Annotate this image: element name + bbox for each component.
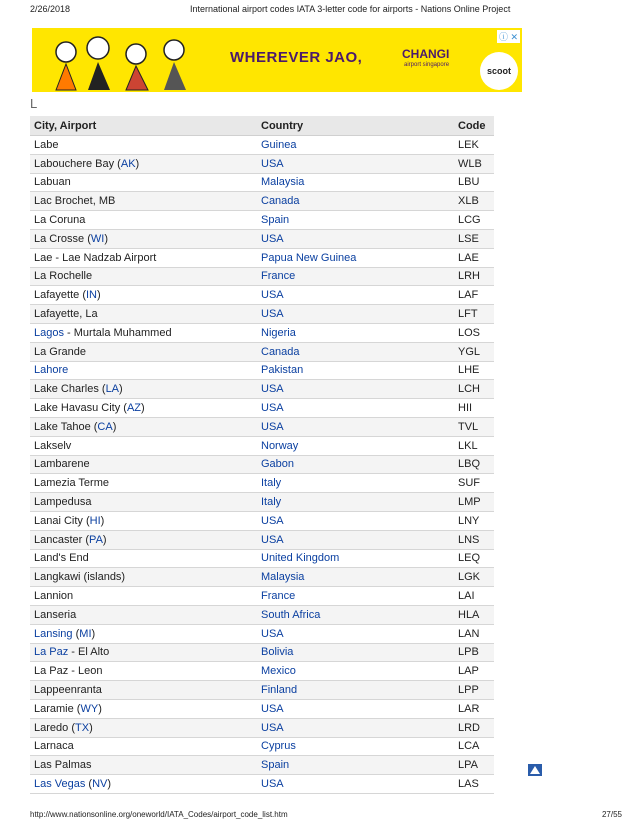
country-link[interactable]: South Africa xyxy=(261,608,321,621)
header-city: City, Airport xyxy=(30,116,257,136)
city-cell: Lake Havasu City (AZ) xyxy=(30,399,257,418)
country-link[interactable]: United Kingdom xyxy=(261,552,340,565)
code-cell: LAS xyxy=(454,775,494,794)
state-link[interactable]: WI xyxy=(90,232,105,245)
header-country: Country xyxy=(257,116,454,136)
country-link[interactable]: Nigeria xyxy=(261,326,296,339)
city-cell: Lanai City (HI) xyxy=(30,511,257,530)
country-cell xyxy=(257,399,454,418)
table-row xyxy=(30,173,494,192)
country-cell xyxy=(257,323,454,342)
city-name: Lancaster xyxy=(34,533,83,546)
city-cell xyxy=(30,455,257,474)
table-row xyxy=(30,417,494,436)
country-cell xyxy=(257,248,454,267)
code-cell: LKL xyxy=(454,436,494,455)
table-row xyxy=(30,718,494,737)
country-cell xyxy=(257,511,454,530)
city-name: Las Palmas xyxy=(34,759,92,772)
city-name: Labuan xyxy=(34,176,71,189)
country-cell xyxy=(257,380,454,399)
code-cell: LNY xyxy=(454,511,494,530)
city-cell: Las Vegas (NV) xyxy=(30,775,257,794)
city-cell: Lake Charles (LA) xyxy=(30,380,257,399)
country-link[interactable]: Canada xyxy=(261,195,300,208)
country-link[interactable]: Norway xyxy=(261,439,299,452)
print-date: 2/26/2018 xyxy=(30,4,71,14)
state-link[interactable]: MI xyxy=(79,627,92,640)
country-cell xyxy=(257,756,454,775)
city-name: La Coruna xyxy=(34,214,86,227)
city-cell: Lake Tahoe (CA) xyxy=(30,417,257,436)
city-name: Lafayette xyxy=(34,289,80,302)
code-cell: LAI xyxy=(454,587,494,606)
changi-logo: CHANGI xyxy=(402,47,450,61)
city-cell xyxy=(30,361,257,380)
city-name: Lampedusa xyxy=(34,496,92,509)
table-row xyxy=(30,605,494,624)
city-name: Lakselv xyxy=(34,439,72,452)
code-cell: HLA xyxy=(454,605,494,624)
country-cell xyxy=(257,587,454,606)
city-cell xyxy=(30,605,257,624)
country-cell xyxy=(257,624,454,643)
city-name: Lamezia Terme xyxy=(34,477,109,490)
city-name: Labe xyxy=(34,138,59,151)
country-link[interactable]: USA xyxy=(261,383,284,396)
table-row xyxy=(30,530,494,549)
code-cell: LPA xyxy=(454,756,494,775)
country-link[interactable]: Italy xyxy=(261,477,282,490)
city-name: La Grande xyxy=(34,345,86,358)
state-link[interactable]: LA xyxy=(105,383,120,396)
table-row xyxy=(30,624,494,643)
ad-banner[interactable] xyxy=(32,28,522,92)
country-cell xyxy=(257,229,454,248)
table-row xyxy=(30,737,494,756)
country-cell xyxy=(257,305,454,324)
table-row xyxy=(30,361,494,380)
country-link[interactable]: USA xyxy=(261,402,284,415)
code-cell: LCA xyxy=(454,737,494,756)
code-cell: LAN xyxy=(454,624,494,643)
state-link[interactable]: HI xyxy=(89,514,101,527)
city-cell xyxy=(30,568,257,587)
table-row xyxy=(30,323,494,342)
country-cell xyxy=(257,192,454,211)
table-row xyxy=(30,643,494,662)
city-cell: Labouchere Bay (AK) xyxy=(30,154,257,173)
city-name: Labouchere Bay xyxy=(34,157,115,170)
country-cell xyxy=(257,267,454,286)
city-cell xyxy=(30,549,257,568)
code-cell: LFT xyxy=(454,305,494,324)
country-link[interactable]: Italy xyxy=(261,496,282,509)
city-cell xyxy=(30,211,257,230)
table-row xyxy=(30,399,494,418)
city-name: Laramie xyxy=(34,702,74,715)
code-cell: LBU xyxy=(454,173,494,192)
print-footer xyxy=(30,810,622,822)
city-name: Lac Brochet, MB xyxy=(34,195,116,208)
country-cell xyxy=(257,474,454,493)
ad-slogan: WHEREVER JAO, xyxy=(230,49,363,66)
city-cell: Lancaster (PA) xyxy=(30,530,257,549)
city-name: Larnaca xyxy=(34,740,74,753)
state-link[interactable]: WY xyxy=(80,702,99,715)
state-link[interactable]: IN xyxy=(86,289,97,302)
city-name: Lafayette, La xyxy=(34,308,98,321)
table-row xyxy=(30,211,494,230)
country-cell xyxy=(257,718,454,737)
code-cell: LSE xyxy=(454,229,494,248)
code-cell: LCH xyxy=(454,380,494,399)
city-name: La Crosse xyxy=(34,232,85,245)
state-link[interactable]: CA xyxy=(97,420,113,433)
code-cell: LPB xyxy=(454,643,494,662)
page-number: 27/55 xyxy=(601,810,622,819)
city-cell xyxy=(30,323,257,342)
country-cell xyxy=(257,737,454,756)
city-cell xyxy=(30,587,257,606)
city-cell: Lansing (MI) xyxy=(30,624,257,643)
code-cell: LAP xyxy=(454,662,494,681)
city-name: Lanai City xyxy=(34,514,83,527)
country-cell xyxy=(257,154,454,173)
table-row xyxy=(30,248,494,267)
country-link[interactable]: USA xyxy=(261,777,284,790)
code-cell: LMP xyxy=(454,493,494,512)
country-link[interactable]: USA xyxy=(261,702,284,715)
city-cell xyxy=(30,643,257,662)
table-row xyxy=(30,436,494,455)
city-cell xyxy=(30,342,257,361)
state-link[interactable]: NV xyxy=(92,777,108,790)
country-link[interactable]: Papua New Guinea xyxy=(261,251,357,264)
city-name: La Paz - Leon xyxy=(34,665,103,678)
state-link[interactable]: AK xyxy=(120,157,136,170)
country-link[interactable]: Gabon xyxy=(261,458,295,471)
changi-subtitle: airport singapore xyxy=(404,62,450,68)
table-row xyxy=(30,154,494,173)
city-name: Laredo xyxy=(34,721,69,734)
country-cell xyxy=(257,643,454,662)
code-cell: LGK xyxy=(454,568,494,587)
table-row xyxy=(30,775,494,794)
city-name[interactable]: La Paz xyxy=(34,646,69,659)
country-link[interactable]: USA xyxy=(261,308,284,321)
country-cell xyxy=(257,173,454,192)
state-link[interactable]: PA xyxy=(89,533,103,546)
code-cell: LAE xyxy=(454,248,494,267)
country-cell xyxy=(257,211,454,230)
country-link[interactable]: Malaysia xyxy=(261,176,305,189)
code-cell: LPP xyxy=(454,681,494,700)
code-cell: LRD xyxy=(454,718,494,737)
code-cell: LEK xyxy=(454,136,494,155)
country-link[interactable]: Mexico xyxy=(261,665,296,678)
city-cell xyxy=(30,305,257,324)
table-row xyxy=(30,380,494,399)
country-link[interactable]: USA xyxy=(261,420,284,433)
city-cell xyxy=(30,737,257,756)
country-cell xyxy=(257,436,454,455)
city-suffix: - Murtala Muhammed xyxy=(63,326,172,339)
country-cell xyxy=(257,455,454,474)
city-name[interactable]: Lagos xyxy=(34,326,64,339)
table-row xyxy=(30,511,494,530)
city-name: Lake Tahoe xyxy=(34,420,91,433)
country-link[interactable]: USA xyxy=(261,721,284,734)
country-link[interactable]: Canada xyxy=(261,345,300,358)
city-name: Lambarene xyxy=(34,458,90,471)
page-title: International airport codes IATA 3-letter code for airports - Nations Online Project xyxy=(190,4,511,14)
city-cell: Lafayette (IN) xyxy=(30,286,257,305)
city-cell xyxy=(30,248,257,267)
table-row xyxy=(30,229,494,248)
table-row xyxy=(30,699,494,718)
country-cell xyxy=(257,493,454,512)
city-cell xyxy=(30,192,257,211)
code-cell: TVL xyxy=(454,417,494,436)
scroll-up-icon[interactable] xyxy=(528,764,542,776)
code-cell: LBQ xyxy=(454,455,494,474)
city-name[interactable]: Lahore xyxy=(34,364,69,377)
code-cell: LEQ xyxy=(454,549,494,568)
country-cell xyxy=(257,549,454,568)
code-cell: WLB xyxy=(454,154,494,173)
table-row xyxy=(30,267,494,286)
city-cell: La Crosse (WI) xyxy=(30,229,257,248)
country-cell xyxy=(257,530,454,549)
table-row xyxy=(30,493,494,512)
table-row xyxy=(30,587,494,606)
country-cell xyxy=(257,605,454,624)
city-cell xyxy=(30,756,257,775)
city-name: Land's End xyxy=(34,552,89,565)
country-link[interactable]: Finland xyxy=(261,684,298,696)
country-cell xyxy=(257,361,454,380)
state-link[interactable]: TX xyxy=(75,721,90,734)
country-link[interactable]: Bolivia xyxy=(261,646,294,659)
cartoon-people-illustration xyxy=(36,32,216,92)
city-cell xyxy=(30,493,257,512)
code-cell: HII xyxy=(454,399,494,418)
city-cell xyxy=(30,662,257,681)
country-link[interactable]: USA xyxy=(261,514,284,527)
table-row xyxy=(30,286,494,305)
table-row xyxy=(30,455,494,474)
city-name: Lannion xyxy=(34,590,74,603)
code-cell: LRH xyxy=(454,267,494,286)
scoot-logo: scoot xyxy=(480,52,518,90)
country-link[interactable]: Cyprus xyxy=(261,740,296,753)
code-cell: YGL xyxy=(454,342,494,361)
city-name: Lake Charles xyxy=(34,383,99,396)
table-header-row xyxy=(30,116,494,136)
code-cell: LCG xyxy=(454,211,494,230)
table-row xyxy=(30,136,494,155)
country-link[interactable]: USA xyxy=(261,627,284,640)
code-cell: LNS xyxy=(454,530,494,549)
city-name: Lappeenranta xyxy=(34,684,102,696)
country-link[interactable]: USA xyxy=(261,157,284,170)
city-name[interactable]: Las Vegas xyxy=(34,777,86,790)
country-link[interactable]: Spain xyxy=(261,759,290,772)
country-cell xyxy=(257,286,454,305)
country-link[interactable]: USA xyxy=(261,232,284,245)
country-cell xyxy=(257,662,454,681)
code-cell: LAF xyxy=(454,286,494,305)
code-cell: XLB xyxy=(454,192,494,211)
city-name: Langkawi (islands) xyxy=(34,571,126,584)
country-cell xyxy=(257,775,454,794)
country-link[interactable]: France xyxy=(261,590,296,603)
code-cell: LOS xyxy=(454,323,494,342)
country-link[interactable]: USA xyxy=(261,533,284,546)
city-name: Lake Havasu City xyxy=(34,402,121,415)
country-link[interactable]: USA xyxy=(261,289,284,302)
city-name: Lae - Lae Nadzab Airport xyxy=(34,251,157,264)
print-header xyxy=(30,4,622,18)
country-link[interactable]: Guinea xyxy=(261,138,297,151)
state-link[interactable]: AZ xyxy=(126,402,142,415)
table-row xyxy=(30,681,494,700)
footer-url: http://www.nationsonline.org/oneworld/IATA_Codes/airport_code_list.htm xyxy=(30,810,288,819)
table-row xyxy=(30,342,494,361)
city-cell xyxy=(30,436,257,455)
country-cell xyxy=(257,568,454,587)
country-link[interactable]: Spain xyxy=(261,214,290,227)
country-cell xyxy=(257,342,454,361)
table-row xyxy=(30,662,494,681)
city-name: Lanseria xyxy=(34,608,77,621)
section-letter: L xyxy=(30,96,38,111)
country-cell xyxy=(257,681,454,700)
airport-code-table xyxy=(30,116,494,794)
table-row xyxy=(30,549,494,568)
city-cell xyxy=(30,267,257,286)
city-cell xyxy=(30,681,257,700)
table-row xyxy=(30,192,494,211)
city-cell: Laramie (WY) xyxy=(30,699,257,718)
country-link[interactable]: Pakistan xyxy=(261,364,304,377)
table-row xyxy=(30,305,494,324)
table-row xyxy=(30,756,494,775)
city-cell: Laredo (TX) xyxy=(30,718,257,737)
country-link[interactable]: France xyxy=(261,270,296,283)
country-link[interactable]: Malaysia xyxy=(261,571,305,584)
adchoices-close-icon[interactable]: ⓘ ✕ xyxy=(498,32,518,42)
city-name[interactable]: Lansing xyxy=(34,627,73,640)
city-cell xyxy=(30,136,257,155)
country-cell xyxy=(257,136,454,155)
code-cell: LAR xyxy=(454,699,494,718)
header-code: Code xyxy=(454,116,494,136)
city-name: La Rochelle xyxy=(34,270,93,283)
city-cell xyxy=(30,474,257,493)
country-cell xyxy=(257,699,454,718)
table-row xyxy=(30,474,494,493)
code-cell: SUF xyxy=(454,474,494,493)
table-row xyxy=(30,568,494,587)
city-suffix: - El Alto xyxy=(68,646,110,659)
code-cell: LHE xyxy=(454,361,494,380)
city-cell xyxy=(30,173,257,192)
country-cell xyxy=(257,417,454,436)
